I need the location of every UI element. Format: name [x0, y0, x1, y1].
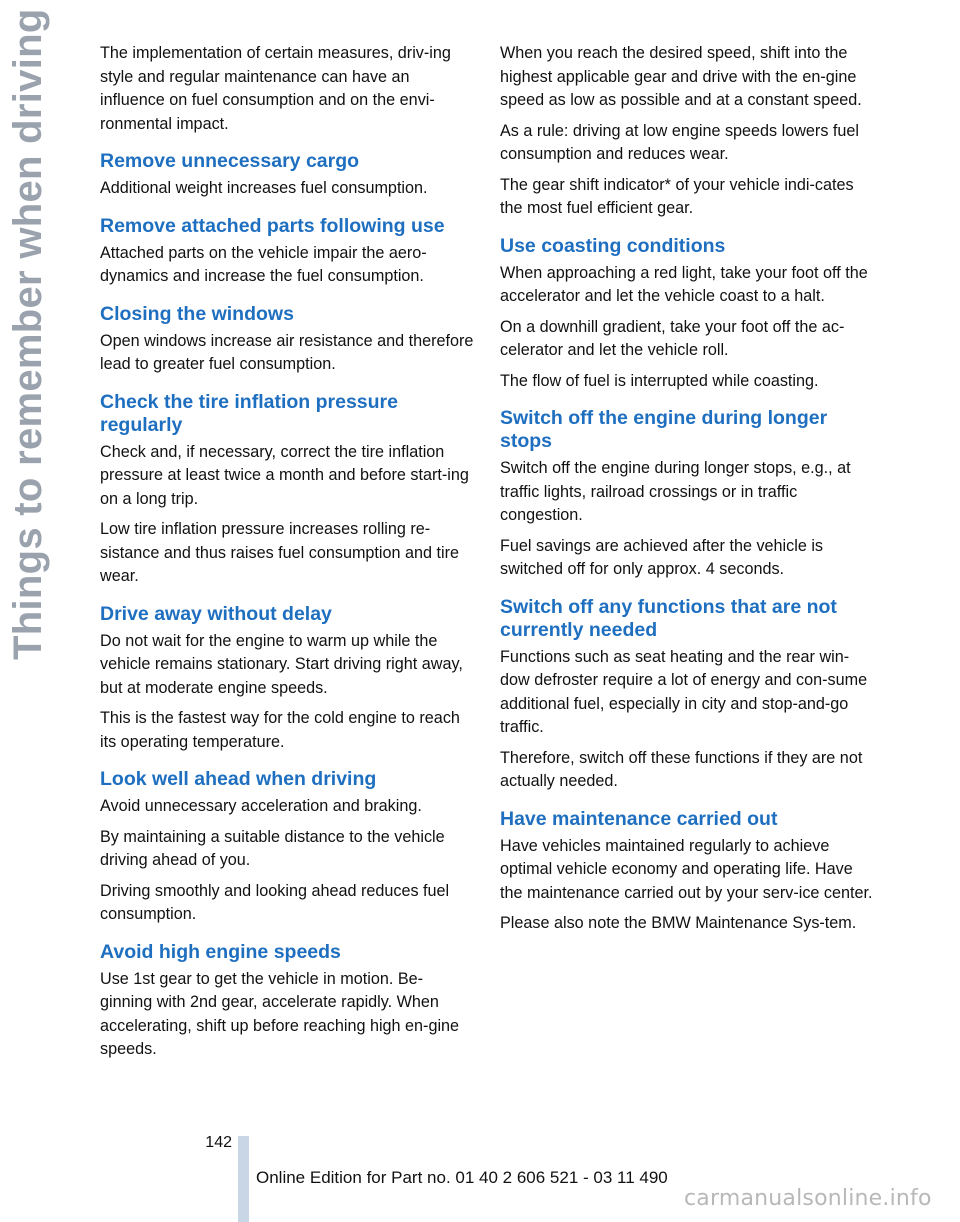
paragraph: Have vehicles maintained regularly to achieve optimal vehicle economy and operating life. Have the maintenance carried out by your serv-ice center.	[500, 836, 873, 902]
paragraph: Avoid unnecessary acceleration and braking.	[100, 797, 422, 815]
paragraph: The flow of fuel is interrupted while coasting.	[500, 371, 819, 390]
section-heading: Switch off any functions that are not currently needed	[500, 595, 837, 641]
footer-bar	[238, 1136, 249, 1222]
paragraph: Attached parts on the vehicle impair the aero-dynamics and increase the fuel consumption.	[100, 243, 427, 285]
section-heading: Closing the windows	[100, 302, 294, 325]
section-heading: Remove attached parts following use	[100, 214, 445, 237]
paragraph: This is the fastest way for the cold engine to reach its operating temperature.	[100, 709, 460, 751]
section-heading: Avoid high engine speeds	[100, 940, 341, 963]
paragraph: When approaching a red light, take your foot off the accelerator and let the vehicle coast to a halt.	[500, 263, 868, 305]
section-heading: Switch off the engine during longer stops	[500, 407, 828, 452]
intro-paragraph: When you reach the desired speed, shift into the highest applicable gear and drive with the en-gine speed as low as possible and at a constant speed.	[500, 44, 862, 109]
paragraph: Fuel savings are achieved after the vehicle is switched off for only approx. 4 seconds.	[500, 536, 824, 578]
paragraph: Functions such as seat heating and the rear win-dow defroster require a lot of energy and con-sume additional fuel, especially in city and stop-and-go traffic.	[500, 647, 868, 736]
paragraph: By maintaining a suitable distance to the vehicle driving ahead of you.	[100, 827, 445, 869]
paragraph: Therefore, switch off these functions if they are not actually needed.	[500, 748, 863, 790]
section-heading: Look well ahead when driving	[100, 768, 377, 790]
left-column	[100, 42, 474, 1069]
edition-footer-text: Online Edition for Part no. 01 40 2 606 521 - 03 11 490	[256, 1168, 668, 1187]
right-column	[500, 42, 874, 943]
section-heading: Check the tire inflation pressure regularly	[100, 390, 398, 436]
intro-paragraph: The implementation of certain measures, driv-ing style and regular maintenance can have an influence on fuel consumption and on the envi-ronmental impact.	[100, 44, 451, 133]
watermark: carmanualsonline.info	[684, 1186, 932, 1211]
section-heading: Have maintenance carried out	[500, 807, 778, 830]
intro-paragraph: As a rule: driving at low engine speeds lowers fuel consumption and reduces wear.	[500, 121, 860, 163]
paragraph: Open windows increase air resistance and therefore lead to greater fuel consumption.	[100, 331, 474, 373]
paragraph: Check and, if necessary, correct the tire inflation pressure at least twice a month and before start-ing on a long trip.	[100, 442, 469, 508]
paragraph: Do not wait for the engine to warm up while the vehicle remains stationary. Start driving right away, but at moderate engine speeds.	[100, 631, 463, 697]
section-heading: Drive away without delay	[100, 602, 332, 625]
paragraph: On a downhill gradient, take your foot off the ac-celerator and let the vehicle roll.	[500, 317, 845, 359]
section-heading: Use coasting conditions	[500, 234, 726, 257]
paragraph: Driving smoothly and looking ahead reduces fuel consumption.	[100, 881, 450, 923]
paragraph: Switch off the engine during longer stops, e.g., at traffic lights, railroad crossings or in traffic congestion.	[500, 459, 851, 524]
paragraph: Low tire inflation pressure increases rolling re-sistance and thus raises fuel consumption and tire wear.	[100, 520, 460, 585]
paragraph: Additional weight increases fuel consumption.	[100, 179, 428, 197]
side-title: Things to remember when driving	[6, 8, 50, 660]
section-heading: Remove unnecessary cargo	[100, 150, 360, 172]
intro-paragraph: The gear shift indicator* of your vehicle indi-cates the most fuel efficient gear.	[500, 175, 854, 217]
paragraph: Please also note the BMW Maintenance Sys-tem.	[500, 914, 857, 932]
paragraph: Use 1st gear to get the vehicle in motion. Be-ginning with 2nd gear, accelerate rapidly. When accelerating, shift up before reaching high en-gine speeds.	[100, 969, 460, 1058]
page-number: 142	[205, 1134, 232, 1151]
